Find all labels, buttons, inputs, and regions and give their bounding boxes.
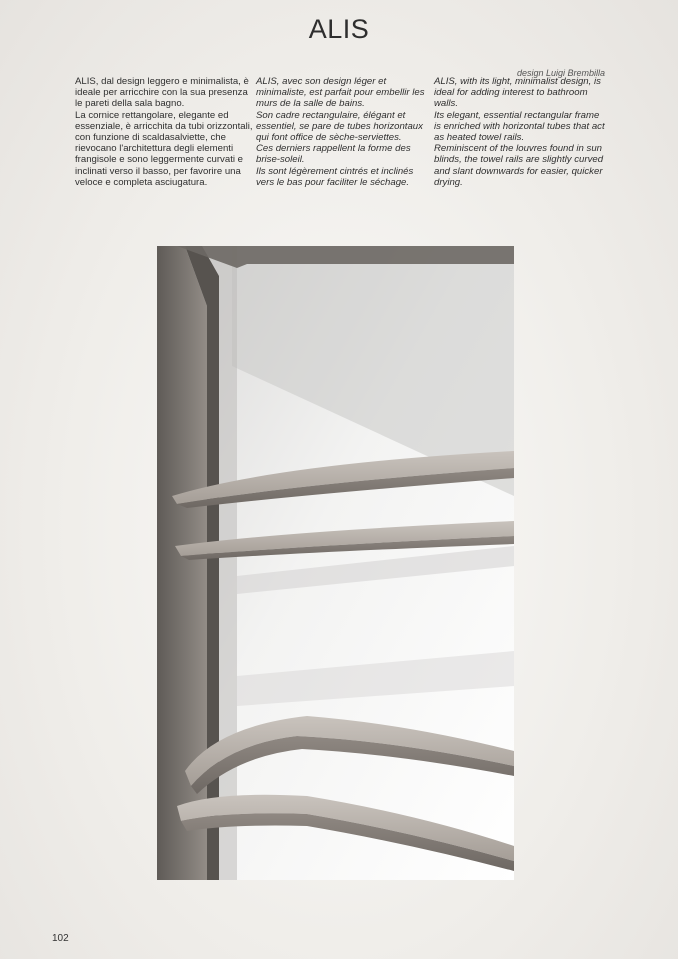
page-title: ALIS — [308, 14, 370, 44]
page-number: 102 — [52, 933, 69, 944]
text-column-french — [256, 76, 428, 188]
designer-credit: design Luigi Brembilla — [516, 68, 605, 78]
text-column-italian — [75, 76, 253, 188]
paragraph: ALIS, with its light, minimalist design, is ideal for adding interest to bathroom walls. — [434, 76, 601, 110]
paragraph: ALIS, dal design leggero e minimalista, è ideale per arricchire con la sua presenza le pareti della sala bagno. — [75, 76, 249, 110]
text-column-english — [434, 76, 606, 188]
radiator-illustration — [157, 246, 514, 880]
paragraph: La cornice rettangolare, elegante ed essenziale, è arricchita da tubi orizzontali, con funzione di scaldasalviette, che rievocano l'architettura degli elementi frangisole e sono leggermente curvati e inclinati verso il basso, per favorire una veloce e completa asciugatura. — [75, 109, 253, 188]
paragraph: Son cadre rectangulaire, élégant et essentiel, se pare de tubes horizontaux qui font office de sèche-serviettes. — [256, 109, 423, 144]
paragraph: ALIS, avec son design léger et minimaliste, est parfait pour embellir les murs de la salle de bains. — [256, 76, 425, 110]
product-photo — [157, 246, 514, 880]
paragraph: Ils sont légèrement cintrés et inclinés vers le bas pour faciliter le séchage. — [256, 165, 414, 188]
paragraph: Its elegant, essential rectangular frame is enriched with horizontal tubes that act as heated towel rails. — [434, 109, 605, 144]
paragraph: Ces derniers rappellent la forme des brise-soleil. — [256, 143, 411, 166]
paragraph: Reminiscent of the louvres found in sun blinds, the towel rails are slightly curved and slant downwards for easier, quicker drying. — [434, 143, 604, 188]
